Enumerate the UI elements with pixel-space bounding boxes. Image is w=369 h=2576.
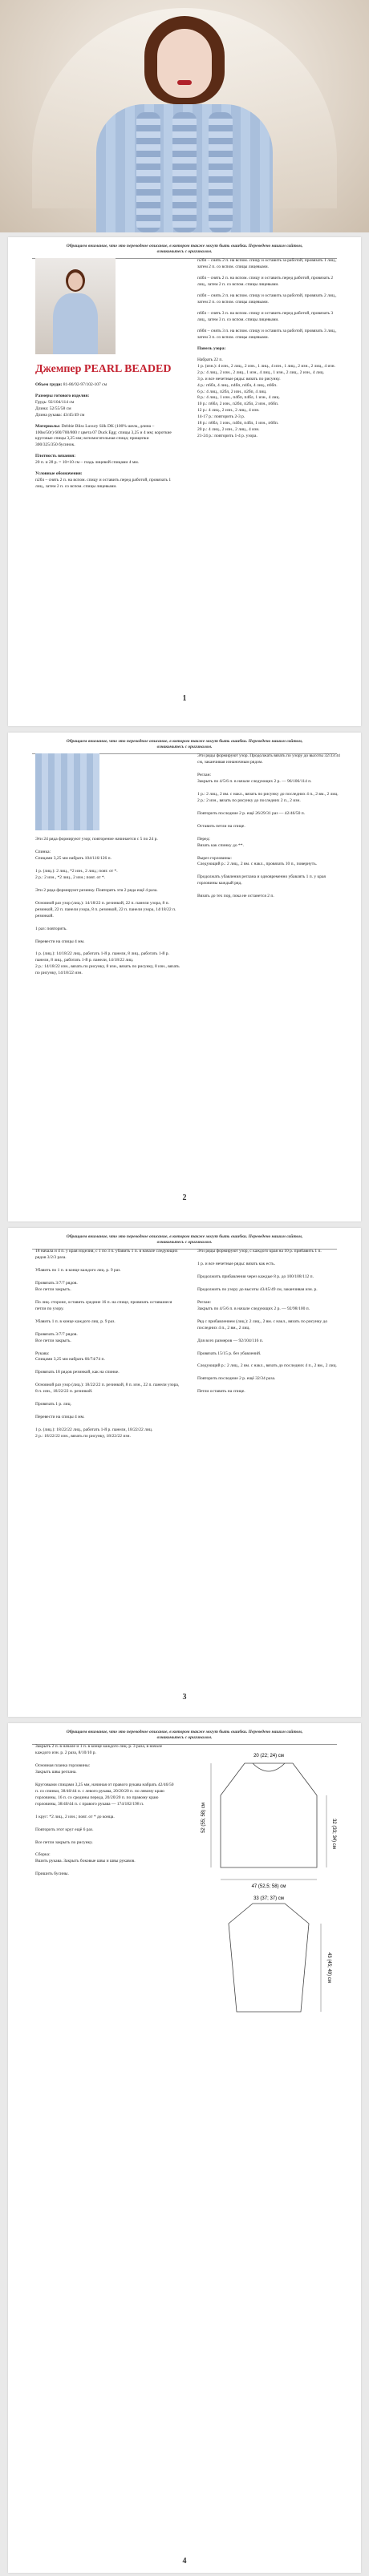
page-disclaimer: Обращаем внимание, что это переводное описание, в котором также могут быть ошибки. Переведено нашим сайтом, ознакомьтесь с оригиналом. [66, 739, 303, 750]
abbreviation-item: п6бл – снять 3 п. на вспом. спицу и оставить перед работой, провязать 3 лиц., затем 3 п. со вспом. спицы лицевыми. [197, 310, 334, 322]
sleeve-width-label: 33 (37; 37) см [253, 1896, 284, 1901]
schematic-diagram [189, 1747, 349, 2036]
page-disclaimer: Обращаем внимание, что это переводное описание, в котором также могут быть ошибки. Переведено нашим сайтом, ознакомьтесь с оригиналом. [66, 1234, 303, 1246]
panel-label: Панель узора: [197, 345, 226, 351]
raglan-dimension-label: 20 (22; 24) см [253, 1754, 284, 1758]
page-number: 3 [182, 1693, 187, 1702]
knit-texture [35, 753, 99, 830]
page-number: 1 [182, 694, 187, 703]
page2-left-column: Эти 24 ряда формируют узор; повторение начинается с 5 по 24 р. Спинка: Спицами 3,25 мм набрать 104/116/126 п. 1 р. (лиц.): 2 лиц., *2 изн., 2 лиц.; повт. от *. 2 р.: 2 изн., *2 лиц., 2 изн.; повт. от *. Эти 2 ряда формируют резинку. Повторять эти 2 ряда ещё 4 раза. Основной раз узор (лиц.): 14/18/22 п. резинкой, 22 п. панели узора, 8 п. резинкой, 22 п. панели узора, 8 п. резинкой, 22 п. панели узора, 14/18/22 п. резинкой. 1 раз: повторить. Перевести на спицы 4 мм. 1 р. (лиц.): 14/18/22 лиц., работать 1-й р. панели, 8 лиц., работать 1-й р. панели, 8 лиц., работать 1-й р. панели, 14/18/22 лиц. 2 р.: 14/18/22 изн., вязать по рисунку, 8 изн., вязать по рисунку, 8 изн., вязать по рисунку, 14/18/22 изн. [35, 837, 180, 976]
sweater-cable [209, 112, 233, 232]
panel-instructions: Набрать 22 п. 1 р. (изн.): 4 изн., 2 лиц., 2 изн., 1 лиц., 4 изн., 1 лиц., 2 изн., 2 лиц., 4 изн. 2 р.: 4 лиц., 2 изн., 2 лиц., 1 изн., 4 лиц., 1 изн., 2 лиц., 2 изн., 4 лиц. 3 р. и все нечетные ряды: вязать по рисунку. 4 р.: п6бл, 4 лиц., п4бп, п4бл, 4 лиц., п6бп. 6 р.: 4 лиц., п2бл, 2 изн., п2бп, 4 лиц. 8 р.: 4 лиц., 1 изн., п4бп, п4бл, 1 изн., 4 лиц. 10 р.: п6бл, 2 изн., п2бп, п2бл, 2 изн., п6бп. 12 р.: 4 лиц., 2 изн., 2 лиц., 4 изн. 14-17 р.: повторить 2-3 р. 18 р.: п6бл, 1 изн., п4бп, п4бл, 1 изн., п6бп. 20 р.: 4 лиц., 2 изн., 2 лиц., 4 изн. 21-24 р.: повторить 1-4 р. узора. [197, 357, 335, 439]
page1-right-column [197, 258, 342, 445]
page1-left-column [35, 364, 172, 495]
sleeve-length-label: 43 (45; 49) см [326, 1952, 331, 1983]
page2-right-column: Эти ряды формируют узор. Продолжать вязать по узору до высоты 32/33/34 см, заканчивая изнаночным рядом. Реглан: Закрыть по 4/5/6 п. в начале следующих 2 р. — 96/106/114 п. 1 р.: 2 лиц., 2 вм. с накл., вязать по рисунку до последних 4 п., 2 вм., 2 лиц. 2 р.: 2 изн., вязать по рисунку до последних 2 п., 2 изн. Повторить последние 2 р. ещё 26/29/31 раз — 42/46/50 п. Оставить петли на спице. Перед: Вязать как спинку до **. Вырез горловины: Следующий р.: 2 лиц., 2 вм. с накл., провязать 10 п., повернуть. Продолжать убавления реглана и одновременно убавлять 1 п. у края горловины каждый ряд. Вязать до тех пор, пока не останется 2 п. [197, 753, 340, 899]
page-number: 2 [182, 1193, 187, 1202]
sizes-value: 81-86/92-97/102-107 см [63, 382, 107, 387]
knit-detail-photo [35, 753, 99, 830]
page3-left-column: 18 начала и 4 п. у края изделия, с 1 по 3 п. убавить 1 п. в начале следующих рядов 3/2/3 раза. Убавить по 1 п. в конце каждого лиц. р. 9 раз. Провязать 3/7/7 рядов. Все петли закрыть. По лиц. стороне, оставить средние 16 п. на спице, провязать оставшиеся петли по узору. Убавить 1 п. в конце каждого лиц. р. 9 раз. Провязать 3/7/7 рядов. Все петли закрыть. Рукава: Спицами 3,25 мм набрать 66/74/74 п. Провязать 18 рядов резинкой, как на спинке. Основной раз узор (лиц.): 18/22/22 п. резинкой, 8 п. изн., 22 п. панели узора, 8 п. изн., 18/22/22 п. резинкой. Провязать 1 р. лиц. Перевести на спицы 4 мм. 1 р. (лиц.): 18/22/22 лиц., работать 1-й р. панели, 18/22/22 лиц. 2 р.: 18/22/22 изн., вязать по рисунку, 18/22/22 изн. [35, 1249, 180, 1439]
photo-face [68, 273, 83, 290]
body-outline [221, 1763, 317, 1867]
sleeve-value: Длина рукава: 43/45/49 см [35, 412, 85, 418]
model-lips [177, 80, 192, 85]
page-disclaimer: Обращаем внимание, что это переводное описание, в котором также могут быть ошибки. Переведено нашим сайтом, ознакомьтесь с оригиналом. [66, 244, 303, 255]
pattern-title: Джемпер PEARL BEADED [35, 363, 172, 375]
sweater-cable [172, 112, 197, 232]
gauge-label: Плотность вязания: [35, 454, 76, 459]
abbreviation-item: п2бп – снять 2 п. на вспом. спицу и оставить за работой, провязать 1 лиц., затем 2 п. со вспом. спицы лицевыми. [197, 258, 337, 269]
finished-label: Размеры готового изделия: [35, 393, 90, 398]
neckline-outline [253, 1763, 285, 1771]
length-dimension-label: 52 (55; 58) см [201, 1803, 206, 1833]
photo-sweater [53, 293, 98, 354]
gauge-value: 20 п. и 28 р. = 10×10 см – гладь лицевой спицами 4 мм. [35, 460, 140, 466]
hero-photo [0, 0, 369, 232]
model-face [157, 29, 212, 98]
sizes-label: Объем груди: [35, 382, 63, 387]
abbreviation-item: п6бп – снять 3 п. на вспом. спицу и оставить за работой, провязать 3 лиц., затем 3 п. со вспом. спицы лицевыми. [197, 328, 337, 340]
length-value: Длина: 52/55/58 см [35, 406, 71, 411]
page-number: 4 [182, 2557, 187, 2566]
abbreviations-label: Условные обозначения: [35, 471, 83, 477]
page4-text-column: Закрыть 2 п. в начале и 1 п. в конце каждого лиц. р. 3 раза, в начале каждого изн. р. 2 раза, 8/10/10 р. Основная планка горловины: Закрыть швы реглана. Круговыми спицами 3,25 мм, начиная от правого рукава набрать 42/46/50 п. со спинки, 38/40/44 п. с левого рукава, 20/20/20 п. по левому краю горловины, 16 п. со средины переда, 20/20/20 п. по правому краю горловины, 38/40/44 п. с правого рукава — 174/182/198 п. 1 круг: *2 лиц., 2 изн.; повт. от * до конца. Повторить этот круг ещё 6 раз. Все петли закрыть по рисунку. Сборка: Вшить рукава. Закрыть боковые швы и швы рукавов. Пришить бусины. [35, 1744, 174, 1877]
sweater-cable [136, 112, 160, 232]
chest-value: Грудь: 92/104/114 см [35, 399, 75, 405]
abbreviation-item: п4бп – снять 2 п. на вспом. спицу и оставить за работой, провязать 2 лиц., затем 2 п. со вспом. спицы лицевыми. [197, 293, 337, 305]
page-2 [8, 733, 361, 1221]
page3-right-column: Эти ряды формируют узор, с каждого края на 10 р. прибавить 1 п. 1 р. и все нечетные ряды: вязать как есть. Продолжить прибавления через каждые 8 р. до 100/108/112 п. Продолжить по узору до высоты 43/45/49 см, заканчивая изн. р. Реглан: Закрыть по 4/5/6 п. в начале следующих 2 р. — 92/98/100 п. Ряд с прибавлением (лиц.): 2 лиц., 2 вм. с накл., вязать по рисунку до последних 4 п., 2 вм., 2 лиц. Для всех размеров — 92/104/116 п. Провязать 15/15 р. без убавлений. Следующий р.: 2 лиц., 2 вм. с накл., вязать до последних 4 п., 2 вм., 2 лиц. Повторить последние 2 р. ещё 32/34 раза. Петли оставить на спице. [197, 1249, 337, 1395]
materials-value: Debbie Bliss Luxury Silk DK (100% шелк, длина – 100м/50г) 600/700/800 г цвета 07 Duck Egg; спицы 3,25 и 4 мм; короткие круговые спицы 3,25 мм; вспомогательная спица; прищепки 300/325/350 бусинок. [35, 423, 172, 448]
sleeve-outline [229, 1904, 309, 2012]
page-1 [8, 237, 361, 726]
abbreviation-item: п4бл – снять 2 п. на вспом. спицу и оставить перед работой, провязать 2 лиц., затем 2 п. со вспом. спицы лицевыми. [197, 275, 334, 287]
side-dimension-label: 32 (33; 34) см [331, 1819, 336, 1849]
page-3 [8, 1228, 361, 1717]
page-disclaimer: Обращаем внимание, что это переводное описание, в котором также могут быть ошибки. Переведено нашим сайтом, ознакомьтесь с оригиналом. [66, 1730, 303, 1741]
materials-label: Материалы: [35, 423, 61, 429]
abbreviation-item: п2бл – снять 2 п. на вспом. спицу и оставить перед работой, провязать 1 лиц., затем 2 п. со вспом. спицы лицевыми. [35, 478, 172, 490]
page-4 [8, 1723, 361, 2573]
width-dimension-label: 47 (52,5; 58) см [251, 1884, 286, 1889]
model-photo-small [35, 258, 116, 354]
